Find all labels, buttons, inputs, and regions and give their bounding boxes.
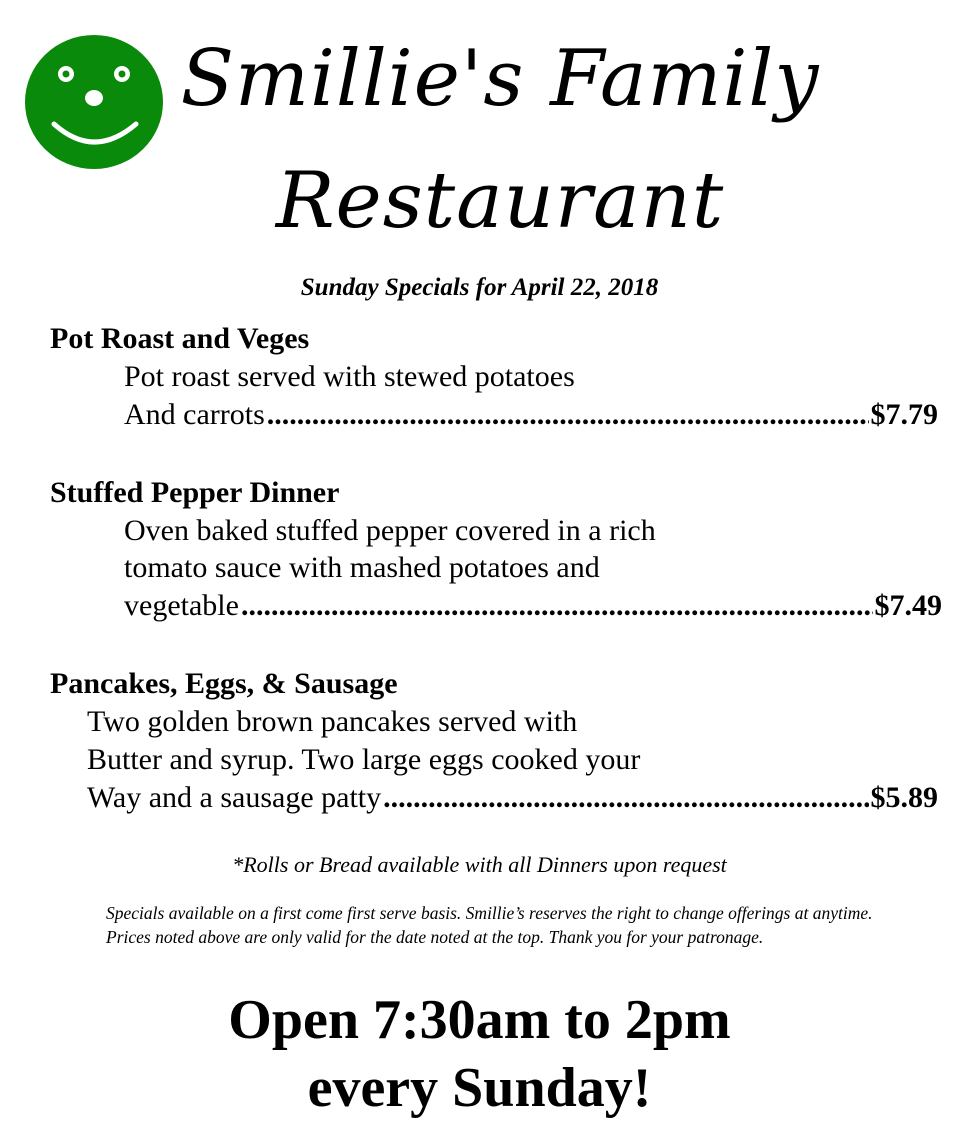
menu-item-description: Oven baked stuffed pepper covered in a rich <box>124 514 656 547</box>
dot-leader <box>267 396 869 434</box>
rolls-note: *Rolls or Bread available with all Dinners upon request <box>232 852 727 877</box>
fine-print: Specials available on a first come first serve basis. Smillie’s reserves the right to change offerings at anytime. Prices noted above are only valid for the date noted at the top. Thank you for your patronage. <box>106 903 873 947</box>
dot-leader <box>241 587 873 625</box>
hours-line2: every Sunday! <box>307 1057 652 1119</box>
menu-item-price: $7.49 <box>874 589 942 622</box>
menu-item-description: Pot roast served with stewed potatoes <box>124 360 575 393</box>
restaurant-title-line1: Smillie's Family <box>180 34 820 124</box>
smiley-face-icon <box>24 32 164 172</box>
menu-item-description: tomato sauce with mashed potatoes and <box>124 551 600 584</box>
menu-item-description: And carrots <box>124 398 265 431</box>
menu-item-price-line <box>124 396 938 434</box>
restaurant-title-line2: Restaurant <box>275 156 725 246</box>
menu-item-name: Pot Roast and Veges <box>50 322 310 355</box>
menu-item-price-line <box>124 587 942 625</box>
menu-item-description: Way and a sausage patty <box>87 781 382 814</box>
menu-item-description: Two golden brown pancakes served with <box>87 705 578 738</box>
menu-item-name: Stuffed Pepper Dinner <box>50 476 340 509</box>
menu-item-description: vegetable <box>124 589 239 622</box>
menu-item-price-line <box>87 779 938 817</box>
specials-date: Sunday Specials for April 22, 2018 <box>300 274 659 301</box>
menu-item-description: Butter and syrup. Two large eggs cooked your <box>87 743 641 776</box>
dot-leader <box>383 779 868 817</box>
hours-line1: Open 7:30am to 2pm <box>228 989 731 1051</box>
menu-item-name: Pancakes, Eggs, & Sausage <box>50 667 398 700</box>
menu-item-price: $5.89 <box>870 781 938 814</box>
menu-item-price: $7.79 <box>870 398 938 431</box>
